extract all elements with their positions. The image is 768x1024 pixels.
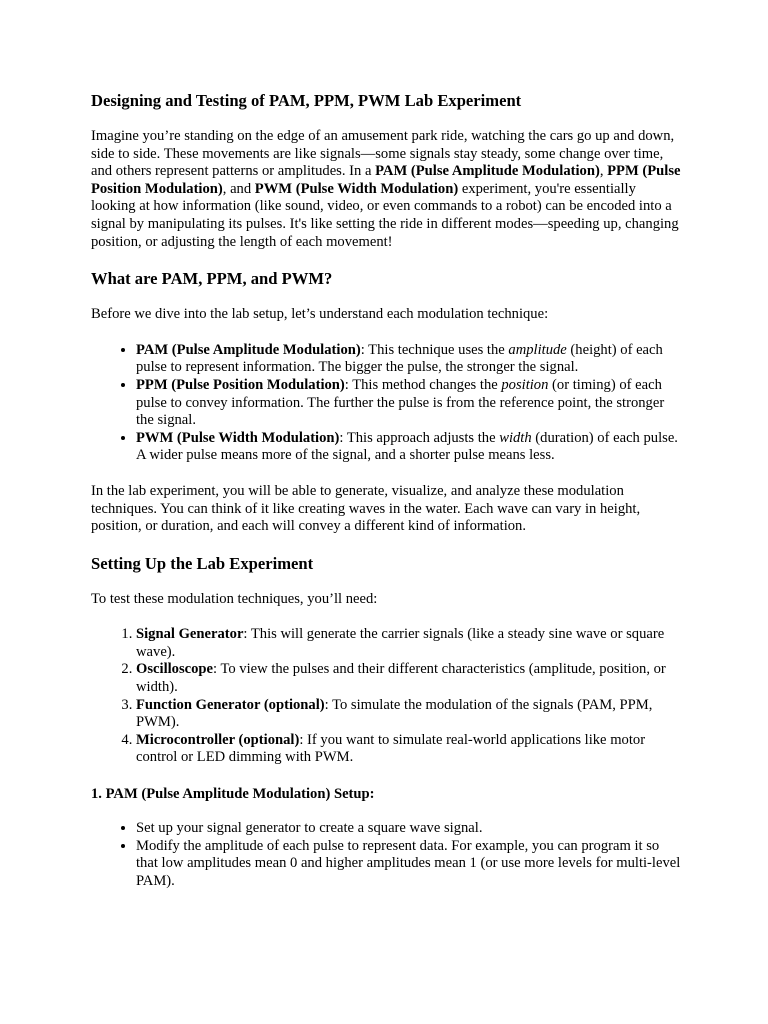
list-item-term: Function Generator (optional) bbox=[136, 696, 325, 713]
modulation-list bbox=[91, 342, 681, 465]
list-item-term: Signal Generator bbox=[136, 626, 244, 643]
list-item-text: : This technique uses the bbox=[360, 341, 509, 358]
intro-paragraph bbox=[91, 128, 681, 251]
list-item-term: Microcontroller (optional) bbox=[136, 731, 300, 748]
list-item-text: (height) of each pulse to represent information. The bigger the pulse, the stronger the signal. bbox=[136, 341, 663, 376]
pam-setup-list bbox=[91, 820, 681, 890]
intro-bold-pwm: PWM (Pulse Width Modulation) bbox=[254, 180, 459, 197]
list-item-text: : If you want to simulate real-world applications like motor control or LED dimming with PWM. bbox=[136, 731, 646, 766]
list-item-text: : To view the pulses and their different characteristics (amplitude, position, or width). bbox=[136, 661, 666, 696]
intro-bold-pam: PAM (Pulse Amplitude Modulation) bbox=[375, 163, 600, 180]
intro-bold-ppm: PPM (Pulse Position Modulation) bbox=[91, 163, 681, 197]
intro-text-1: Imagine you’re standing on the edge of an amusement park ride, watching the cars go up and down, side to side. These movements are like signals—some signals stay steady, some change over time, and others represent patterns or amplitudes. In a bbox=[91, 128, 675, 180]
equipment-list bbox=[91, 626, 681, 767]
section-heading-what-are: What are PAM, PPM, and PWM? bbox=[91, 269, 333, 289]
intro-text-2: , bbox=[599, 163, 608, 180]
list-item bbox=[136, 430, 681, 465]
page-title: Designing and Testing of PAM, PPM, PWM Lab Experiment bbox=[91, 91, 522, 110]
list-item bbox=[136, 732, 681, 767]
list-item-text: : This approach adjusts the bbox=[339, 429, 500, 446]
list-item bbox=[136, 342, 681, 377]
list-item bbox=[136, 626, 681, 661]
list-item-text: : This method changes the bbox=[344, 376, 502, 393]
section2-lead: To test these modulation techniques, you’ll need: bbox=[91, 590, 378, 607]
list-item-term: PWM (Pulse Width Modulation) bbox=[136, 429, 340, 446]
section1-closing: In the lab experiment, you will be able to generate, visualize, and analyze these modulation techniques. You can think of it like creating waves in the water. Each wave can vary in height, position, or duration, and each will convey a different kind of information. bbox=[91, 482, 641, 535]
list-item-emphasis: width bbox=[499, 429, 532, 446]
section1-lead: Before we dive into the lab setup, let’s understand each modulation technique: bbox=[91, 306, 549, 323]
list-item-text: (or timing) of each pulse to convey information. The further the pulse is from the reference point, the stronger the signal. bbox=[136, 376, 665, 429]
intro-text-4: experiment, you're essentially looking at how information (like sound, video, or even commands to a robot) can be encoded into a signal by manipulating its pulses. It's like setting the ride in different modes—speeding up, changing position, or adjusting the length of each movement! bbox=[91, 180, 679, 250]
list-item-emphasis: position bbox=[501, 376, 549, 393]
list-item-emphasis: amplitude bbox=[508, 341, 567, 358]
list-item bbox=[136, 661, 681, 696]
list-item bbox=[136, 697, 681, 732]
list-item: • Set up your signal generator to create a square wave signal. bbox=[136, 820, 681, 838]
section-heading-pam-setup: 1. PAM (Pulse Amplitude Modulation) Setup: bbox=[91, 786, 375, 803]
intro-text-3: , and bbox=[222, 180, 255, 197]
list-item-term: PAM (Pulse Amplitude Modulation) bbox=[136, 341, 361, 358]
list-item-term: Oscilloscope bbox=[136, 661, 214, 678]
list-item bbox=[136, 377, 681, 430]
section-heading-setup: Setting Up the Lab Experiment bbox=[91, 553, 314, 573]
list-item-term: PPM (Pulse Position Modulation) bbox=[136, 376, 345, 393]
list-item-text: : This will generate the carrier signals (like a steady sine wave or square wave). bbox=[136, 626, 665, 660]
list-item: • Modify the amplitude of each pulse to represent data. For example, you can program it so that low amplitudes mean 0 and higher amplitudes mean 1 (or use more levels for multi-level PAM). bbox=[136, 838, 681, 891]
list-item-text: (duration) of each pulse. A wider pulse means more of the signal, and a shorter pulse means less. bbox=[136, 429, 678, 464]
list-item-text: : To simulate the modulation of the signals (PAM, PPM, PWM). bbox=[136, 696, 653, 731]
